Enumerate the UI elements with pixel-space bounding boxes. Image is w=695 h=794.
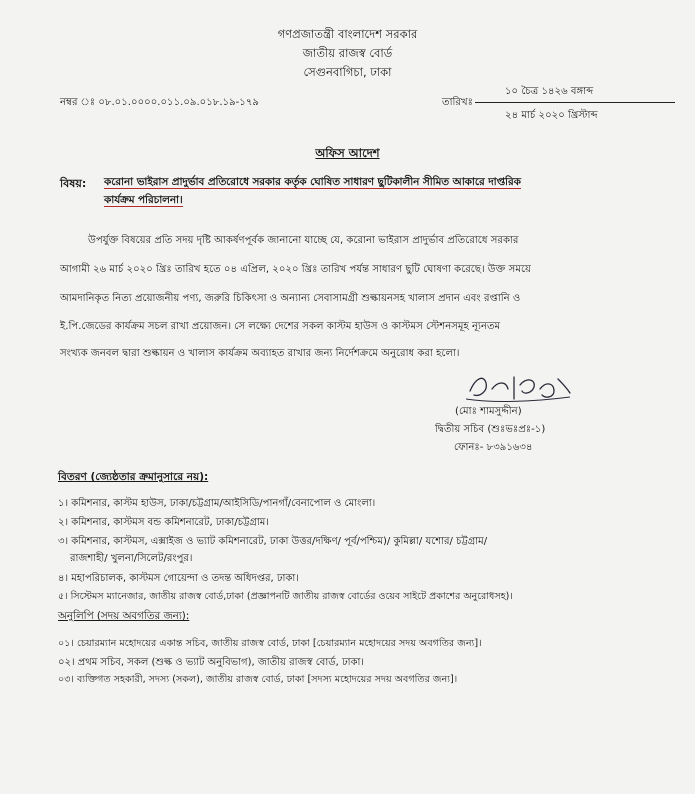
distribution-item-2: ২। কমিশনার, কাস্টমস বন্ড কমিশনারেট, ঢাকা/চট্টগ্রাম।	[58, 517, 269, 528]
date-bangla: ১০ চৈত্র ১৪২৬ বঙ্গাব্দ	[505, 86, 594, 97]
distribution-item-5: ৫। সিস্টেমস ম্যানেজার, জাতীয় রাজস্ব বোর্ড,ঢাকা (প্রজ্ঞাপনটি জাতীয় রাজস্ব বোর্ডের ওয়েব সাইটে প্রকাশের অনুরোধসহ)।	[58, 591, 513, 602]
subject-text-2: কার্যক্রম পরিচালনা।	[104, 194, 183, 206]
document-title: অফিস আদেশ	[315, 146, 380, 160]
body-line-5: সংখ্যক জনবল দ্বারা শুল্কায়ন ও খালাস কার্যক্রম অব্যাহত রাখার জন্য নির্দেশক্রমে অনুরোধ করা হলো।	[60, 348, 460, 359]
copy-heading: অনুলিপি (সদয় অবগতির জন্য):	[58, 610, 190, 622]
date-divider	[475, 102, 675, 103]
body-line-3: আমদানিকৃত নিত্য প্রয়োজনীয় পণ্য, জরুরি চিকিৎসা ও অন্যান্য সেবাসামগ্রী শুল্কায়নসহ খালাস প্রদান এবং রপ্তানি ও	[60, 293, 521, 304]
signatory-phone: ফোনঃ- ৮৩৯১৬৩৪	[454, 442, 533, 453]
date-label: তারিখঃ	[442, 97, 473, 108]
copy-item-1: ০১। চেয়ারম্যান মহোদয়ের একান্ত সচিব, জাতীয় রাজস্ব বোর্ড, ঢাকা [চেয়ারম্যান মহোদয়ের সদয় অবগতির জন্য]।	[58, 638, 482, 649]
header-government: গণপ্রজাতন্ত্রী বাংলাদেশ সরকার	[277, 27, 418, 41]
signatory-designation: দ্বিতীয় সচিব (শুঃভঃপ্রঃ-১)	[435, 424, 546, 435]
body-line-2: আগামী ২৬ মার্চ ২০২০ খ্রিঃ তারিখ হতে ০৪ এপ্রিল, ২০২০ খ্রিঃ তারিখ পর্যন্ত সাধারণ ছুটি ঘোষণা করেছে। উক্ত সময়ে	[60, 264, 531, 275]
subject-line-2	[104, 193, 183, 210]
date-english: ২৪ মার্চ ২০২০ খ্রিস্টাব্দ	[505, 110, 598, 121]
body-line-1: উপর্যুক্ত বিষয়ের প্রতি সদয় দৃষ্টি আকর্ষণপূর্বক জানানো যাচ্ছে যে, করোনা ভাইরাস প্রাদুর্ভাব প্রতিরোধে সরকার	[88, 235, 519, 246]
header-board: জাতীয় রাজস্ব বোর্ড	[302, 46, 393, 60]
distribution-heading: বিতরণ (জ্যেষ্ঠতার ক্রমানুসারে নয়):	[58, 471, 209, 483]
distribution-item-4: ৪। মহাপরিচালক, কাস্টমস গোয়েন্দা ও তদন্ত অধিদপ্তর, ঢাকা।	[58, 573, 299, 584]
distribution-item-3-cont: রাজশাহী/ খুলনা/সিলেট/রংপুর।	[70, 553, 193, 564]
subject-text-1: করোনা ভাইরাস প্রাদুর্ভাব প্রতিরোধে সরকার কর্তৃক ঘোষিত সাধারণ ছুটিকালীন সীমিত আকারে দাপ্তরিক	[104, 176, 521, 188]
header-address: সেগুনবাগিচা, ঢাকা	[303, 65, 392, 79]
body-line-4: ই.পি.জেডের কার্যক্রম সচল রাখা প্রয়োজন। সে লক্ষ্যে দেশের সকল কাস্টম হাউস ও কাস্টমস স্টেশনসমূহ ন্যূনতম	[60, 321, 501, 332]
reference-number: নম্বর ঃ ০৮.০১.০০০০.০১১.০৯.০১৮.১৯-১৭৯	[60, 97, 259, 108]
subject-label: বিষয়:	[60, 177, 87, 190]
signatory-name: (মোঃ শামসুদ্দীন)	[455, 406, 522, 417]
subject-line-1	[104, 175, 521, 192]
distribution-item-1: ১। কমিশনার, কাস্টম হাউস, ঢাকা/চট্টগ্রাম/আইসিডি/পানগাঁ/বেনাপোল ও মোংলা।	[58, 498, 376, 509]
handwritten-signature	[462, 369, 574, 405]
distribution-item-3: ৩। কমিশনার, কাস্টমস, এক্সাইজ ও ভ্যাট কমিশনারেট, ঢাকা উত্তর/দক্ষিণ/ পূর্ব/পশ্চিম)/ কুমিল্লা/ যশোর/ চট্টগ্রাম/	[58, 536, 488, 547]
copy-item-3: ০৩। ব্যক্তিগত সহকারী, সদস্য (সকল), জাতীয় রাজস্ব বোর্ড, ঢাকা [সদস্য মহোদয়ের সদয় অবগতির জন্য]।	[58, 674, 458, 685]
copy-item-2: ০২। প্রথম সচিব, সকল (শুল্ক ও ভ্যাট অনুবিভাগ), জাতীয় রাজস্ব বোর্ড, ঢাকা।	[58, 657, 364, 668]
